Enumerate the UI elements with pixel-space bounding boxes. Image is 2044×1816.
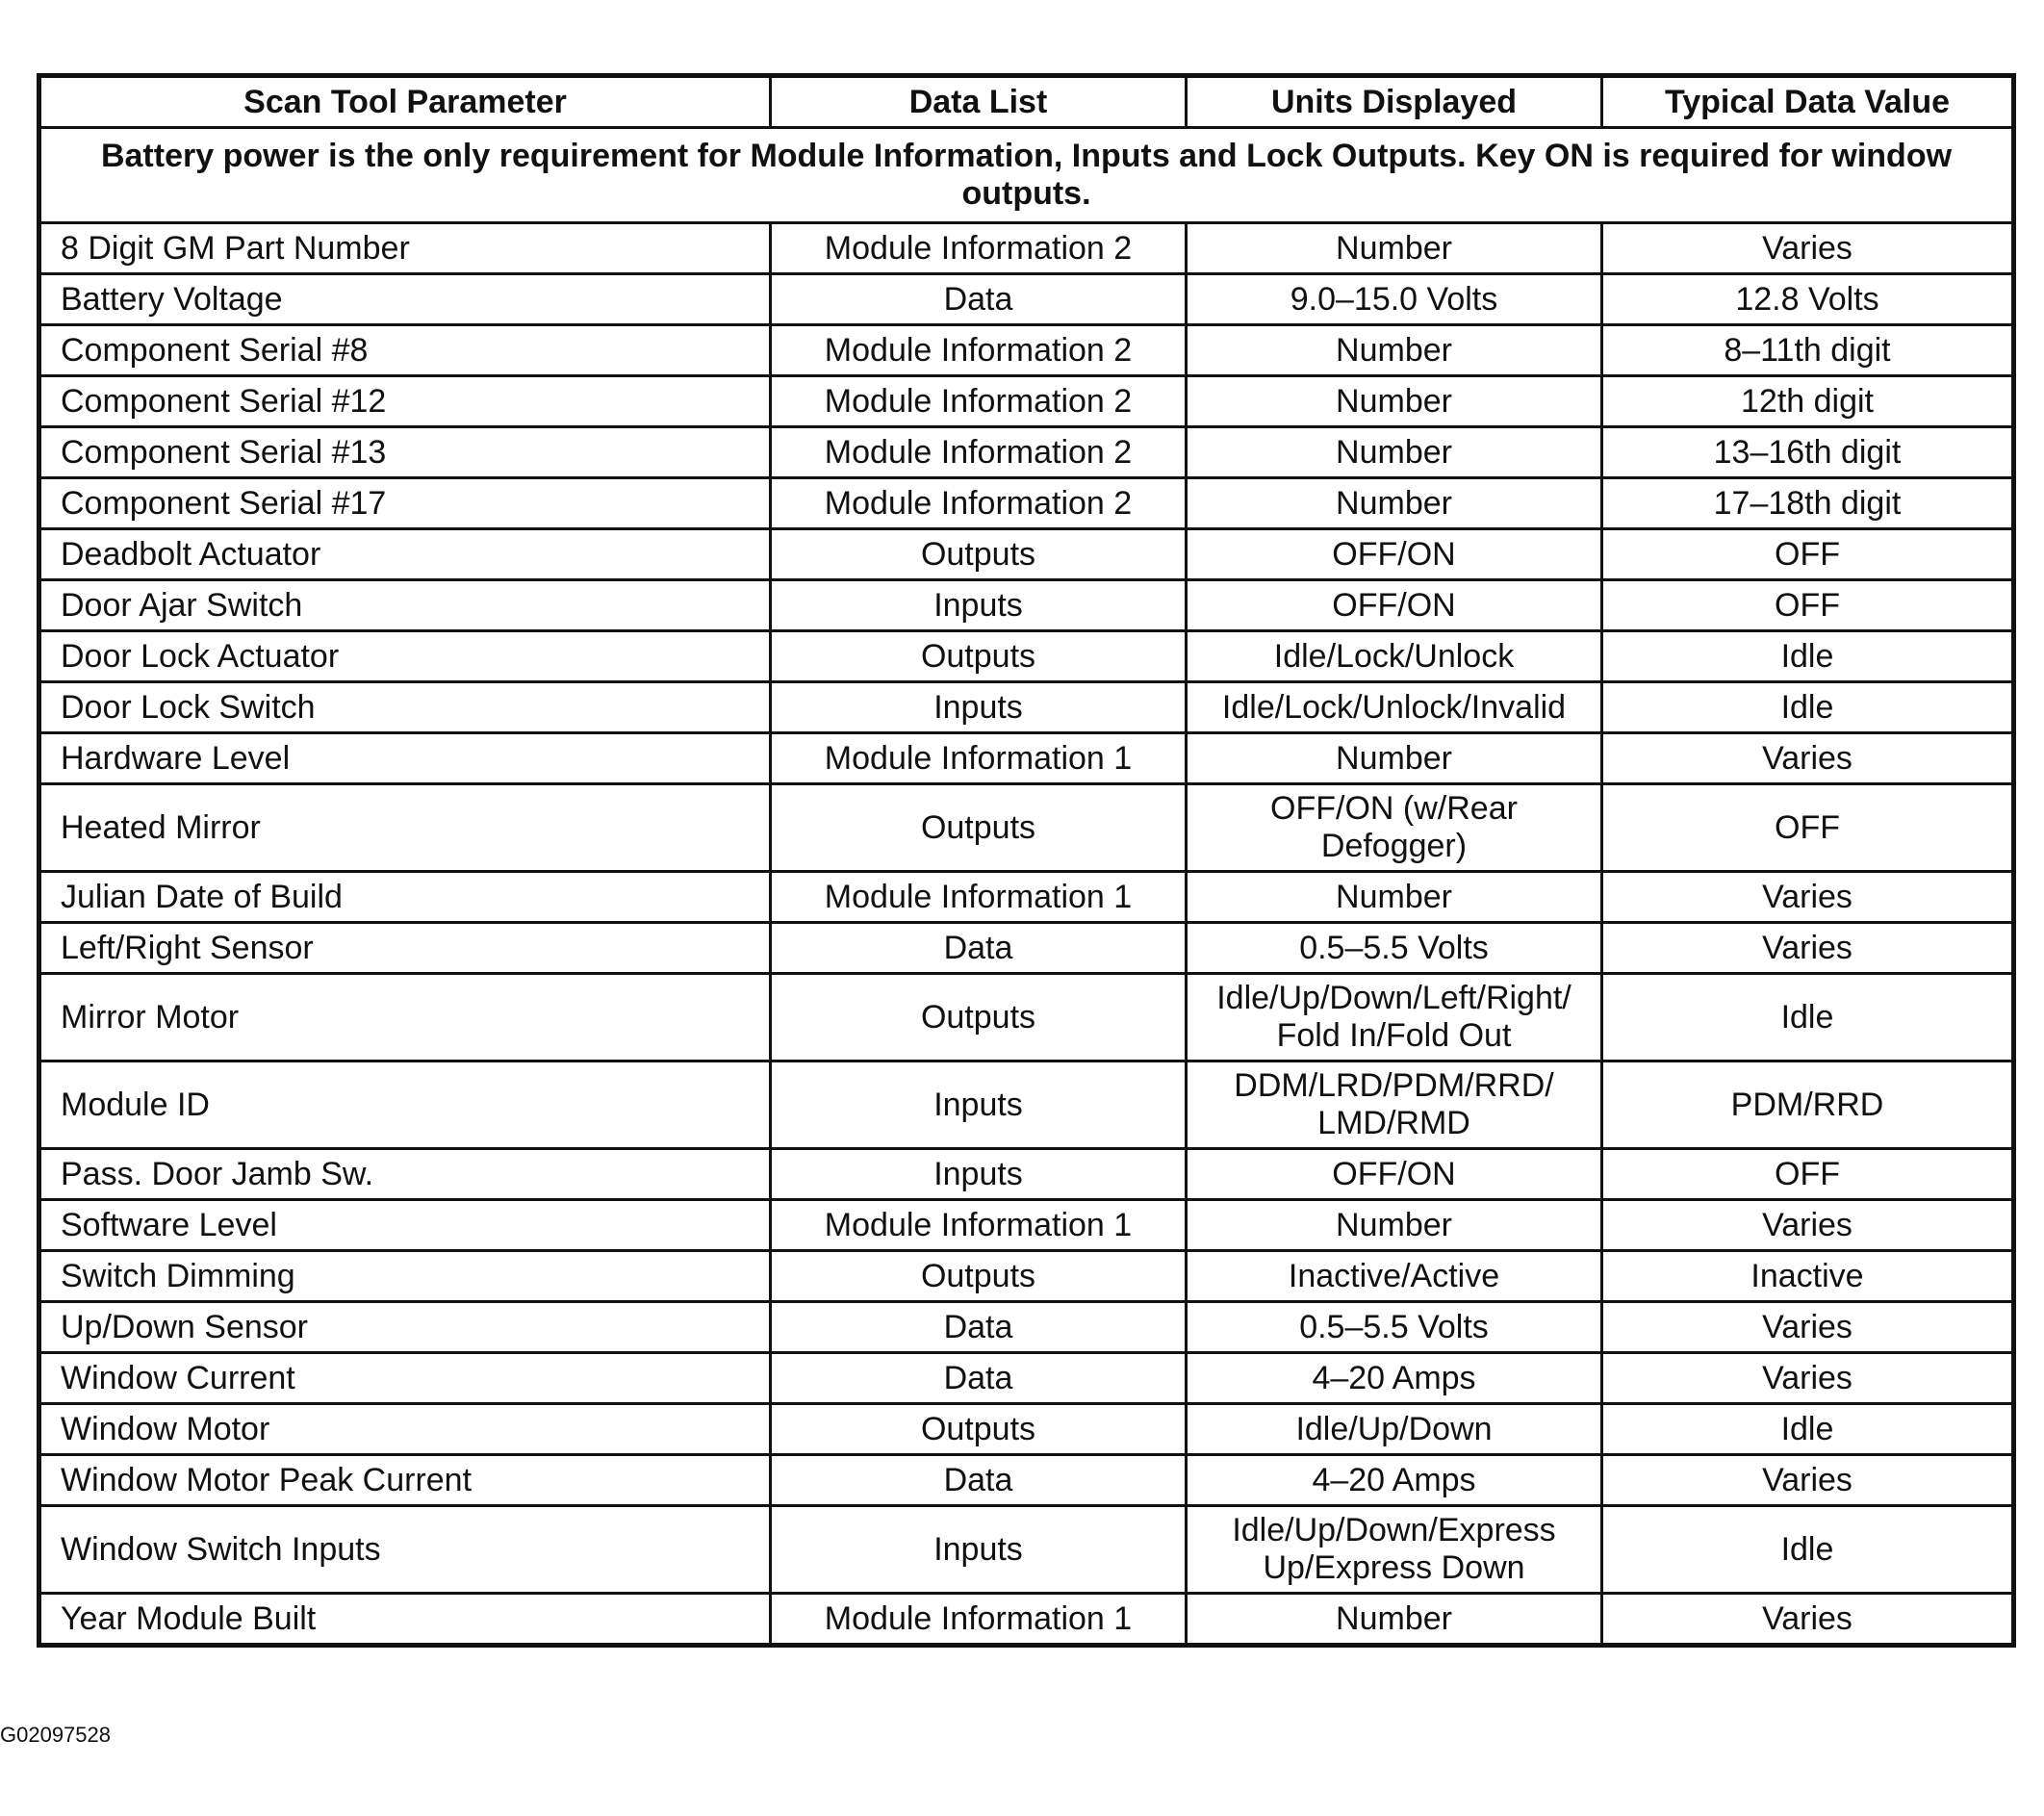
data-list-cell: Module Information 1 — [771, 733, 1187, 784]
parameter-cell: Component Serial #12 — [39, 376, 771, 427]
table-row — [39, 1149, 2014, 1200]
figure-id: G02097528 — [0, 1723, 111, 1747]
typical-value-cell: PDM/RRD — [1602, 1061, 2014, 1149]
parameter-cell: Component Serial #13 — [39, 427, 771, 478]
units-cell: Idle/Up/Down/Express Up/Express Down — [1187, 1506, 1602, 1594]
units-cell: Idle/Lock/Unlock — [1187, 631, 1602, 682]
typical-value-cell: Varies — [1602, 1455, 2014, 1506]
units-cell: Number — [1187, 872, 1602, 923]
parameter-cell: Up/Down Sensor — [39, 1302, 771, 1353]
table-row — [39, 682, 2014, 733]
typical-value-cell: Varies — [1602, 1302, 2014, 1353]
parameter-cell: Julian Date of Build — [39, 872, 771, 923]
parameter-cell: Window Motor — [39, 1404, 771, 1455]
parameter-cell: Door Ajar Switch — [39, 580, 771, 631]
data-list-cell: Inputs — [771, 682, 1187, 733]
units-cell: 4–20 Amps — [1187, 1353, 1602, 1404]
data-list-cell: Data — [771, 1353, 1187, 1404]
typical-value-cell: OFF — [1602, 529, 2014, 580]
typical-value-cell: OFF — [1602, 1149, 2014, 1200]
column-header-data-list: Data List — [771, 76, 1187, 128]
typical-value-cell: Idle — [1602, 682, 2014, 733]
data-list-cell: Outputs — [771, 529, 1187, 580]
data-list-cell: Module Information 2 — [771, 376, 1187, 427]
typical-value-cell: 12th digit — [1602, 376, 2014, 427]
units-cell: OFF/ON (w/Rear Defogger) — [1187, 784, 1602, 872]
data-list-cell: Module Information 2 — [771, 427, 1187, 478]
typical-value-cell: Varies — [1602, 1594, 2014, 1646]
parameter-cell: Window Current — [39, 1353, 771, 1404]
parameter-cell: Component Serial #8 — [39, 325, 771, 376]
table-row — [39, 274, 2014, 325]
typical-value-cell: OFF — [1602, 580, 2014, 631]
data-list-cell: Module Information 1 — [771, 1594, 1187, 1646]
table-row — [39, 376, 2014, 427]
data-list-cell: Module Information 2 — [771, 223, 1187, 274]
table-row — [39, 478, 2014, 529]
table-row — [39, 1302, 2014, 1353]
parameter-cell: Window Motor Peak Current — [39, 1455, 771, 1506]
typical-value-cell: Varies — [1602, 923, 2014, 974]
parameter-cell: Door Lock Switch — [39, 682, 771, 733]
table-row — [39, 784, 2014, 872]
table-row — [39, 974, 2014, 1061]
units-cell: 4–20 Amps — [1187, 1455, 1602, 1506]
parameter-cell: Software Level — [39, 1200, 771, 1251]
parameter-cell: Year Module Built — [39, 1594, 771, 1646]
table-row — [39, 1061, 2014, 1149]
parameter-cell: Hardware Level — [39, 733, 771, 784]
data-list-cell: Inputs — [771, 1061, 1187, 1149]
data-list-cell: Inputs — [771, 1506, 1187, 1594]
units-cell: OFF/ON — [1187, 580, 1602, 631]
units-cell: Idle/Lock/Unlock/Invalid — [1187, 682, 1602, 733]
units-cell: Number — [1187, 1200, 1602, 1251]
parameter-cell: Window Switch Inputs — [39, 1506, 771, 1594]
typical-value-cell: Inactive — [1602, 1251, 2014, 1302]
table-row — [39, 1594, 2014, 1646]
requirements-note: Battery power is the only requirement for Module Information, Inputs and Lock Outputs. Key ON is required for window outputs. — [39, 128, 2014, 223]
column-header-units: Units Displayed — [1187, 76, 1602, 128]
column-header-parameter: Scan Tool Parameter — [39, 76, 771, 128]
parameter-cell: Switch Dimming — [39, 1251, 771, 1302]
typical-value-cell: Varies — [1602, 223, 2014, 274]
data-list-cell: Inputs — [771, 1149, 1187, 1200]
data-list-cell: Inputs — [771, 580, 1187, 631]
table-row — [39, 1455, 2014, 1506]
units-cell: Idle/Up/Down — [1187, 1404, 1602, 1455]
table-row — [39, 1506, 2014, 1594]
typical-value-cell: 12.8 Volts — [1602, 274, 2014, 325]
typical-value-cell: Varies — [1602, 733, 2014, 784]
typical-value-cell: 13–16th digit — [1602, 427, 2014, 478]
typical-value-cell: 8–11th digit — [1602, 325, 2014, 376]
units-cell: Number — [1187, 1594, 1602, 1646]
table-row — [39, 923, 2014, 974]
typical-value-cell: Idle — [1602, 974, 2014, 1061]
data-list-cell: Outputs — [771, 974, 1187, 1061]
units-cell: OFF/ON — [1187, 1149, 1602, 1200]
parameter-cell: Left/Right Sensor — [39, 923, 771, 974]
typical-value-cell: 17–18th digit — [1602, 478, 2014, 529]
table-row — [39, 1251, 2014, 1302]
data-list-cell: Module Information 2 — [771, 325, 1187, 376]
parameter-cell: Battery Voltage — [39, 274, 771, 325]
units-cell: Number — [1187, 427, 1602, 478]
data-list-cell: Outputs — [771, 784, 1187, 872]
parameter-cell: Door Lock Actuator — [39, 631, 771, 682]
parameter-cell: Module ID — [39, 1061, 771, 1149]
units-cell: 9.0–15.0 Volts — [1187, 274, 1602, 325]
units-cell: DDM/LRD/PDM/RRD/ LMD/RMD — [1187, 1061, 1602, 1149]
units-cell: Number — [1187, 733, 1602, 784]
table-row — [39, 1404, 2014, 1455]
scan-tool-data-table — [37, 73, 2016, 1648]
data-list-cell: Module Information 2 — [771, 478, 1187, 529]
table-row — [39, 631, 2014, 682]
data-list-cell: Data — [771, 1302, 1187, 1353]
table-row — [39, 529, 2014, 580]
units-cell: Number — [1187, 325, 1602, 376]
typical-value-cell: Varies — [1602, 872, 2014, 923]
column-header-typical-value: Typical Data Value — [1602, 76, 2014, 128]
units-cell: 0.5–5.5 Volts — [1187, 1302, 1602, 1353]
typical-value-cell: Varies — [1602, 1353, 2014, 1404]
units-cell: Number — [1187, 478, 1602, 529]
typical-value-cell: Idle — [1602, 1506, 2014, 1594]
parameter-cell: Heated Mirror — [39, 784, 771, 872]
parameter-cell: 8 Digit GM Part Number — [39, 223, 771, 274]
table-row — [39, 223, 2014, 274]
parameter-cell: Component Serial #17 — [39, 478, 771, 529]
table-row — [39, 580, 2014, 631]
typical-value-cell: Varies — [1602, 1200, 2014, 1251]
typical-value-cell: OFF — [1602, 784, 2014, 872]
data-list-cell: Data — [771, 274, 1187, 325]
data-list-cell: Outputs — [771, 1404, 1187, 1455]
units-cell: 0.5–5.5 Volts — [1187, 923, 1602, 974]
data-list-cell: Outputs — [771, 1251, 1187, 1302]
table-row — [39, 427, 2014, 478]
units-cell: Number — [1187, 376, 1602, 427]
header-row — [39, 76, 2014, 128]
typical-value-cell: Idle — [1602, 1404, 2014, 1455]
data-list-cell: Module Information 1 — [771, 1200, 1187, 1251]
table-row — [39, 1353, 2014, 1404]
units-cell: Idle/Up/Down/Left/Right/ Fold In/Fold Out — [1187, 974, 1602, 1061]
data-list-cell: Outputs — [771, 631, 1187, 682]
parameter-cell: Mirror Motor — [39, 974, 771, 1061]
typical-value-cell: Idle — [1602, 631, 2014, 682]
parameter-cell: Deadbolt Actuator — [39, 529, 771, 580]
data-list-cell: Data — [771, 923, 1187, 974]
note-row — [39, 128, 2014, 223]
parameter-cell: Pass. Door Jamb Sw. — [39, 1149, 771, 1200]
table-row — [39, 325, 2014, 376]
data-list-cell: Module Information 1 — [771, 872, 1187, 923]
units-cell: Inactive/Active — [1187, 1251, 1602, 1302]
units-cell: Number — [1187, 223, 1602, 274]
table-row — [39, 1200, 2014, 1251]
units-cell: OFF/ON — [1187, 529, 1602, 580]
data-list-cell: Data — [771, 1455, 1187, 1506]
table-row — [39, 733, 2014, 784]
table-row — [39, 872, 2014, 923]
